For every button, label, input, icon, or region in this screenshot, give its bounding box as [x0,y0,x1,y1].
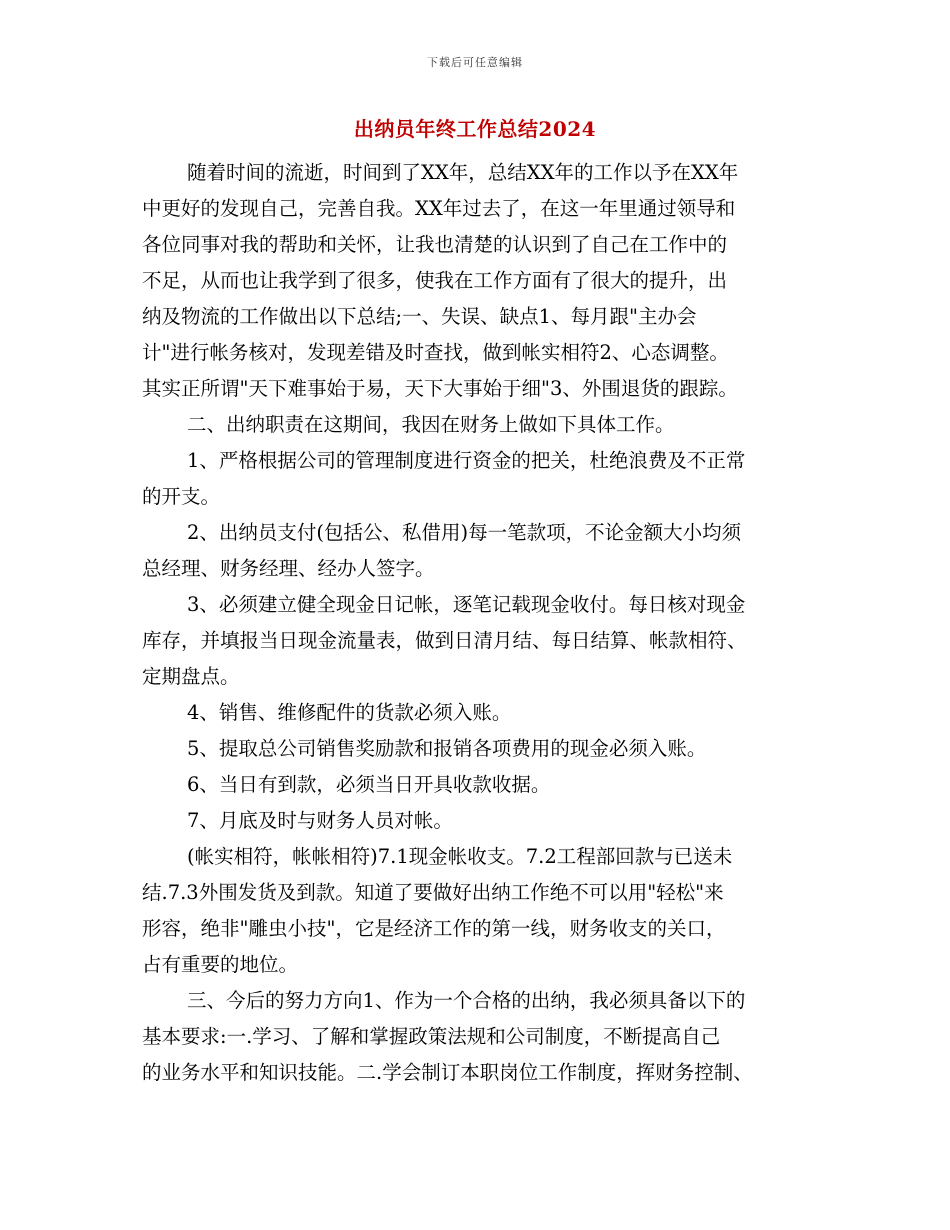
paragraph [142,515,810,587]
paragraph-line: 7、月底及时与财务人员对帐。 [187,809,453,832]
document-body [142,155,810,1091]
paragraph-line: 基本要求:一.学习、了解和掌握政策法规和公司制度，不断提高自己 [142,1025,721,1048]
paragraph-line: 定期盘点。 [142,665,240,688]
paragraph-line: 的开支。 [142,485,221,508]
paragraph [142,839,810,983]
paragraph-line: 中更好的发现自己，完善自我。XX年过去了，在这一年里通过领导和 [142,197,736,220]
paragraph [142,443,810,515]
paragraph-line: 形容，绝非"雕虫小技"，它是经济工作的第一线，财务收支的关口， [142,917,726,940]
paragraph [142,767,810,803]
paragraph-line: 占有重要的地位。 [142,953,299,976]
paragraph-line: 纳及物流的工作做出以下总结;一、失误、缺点1、每月跟"主办会 [142,305,697,328]
paragraph-line: 各位同事对我的帮助和关怀，让我也清楚的认识到了自己在工作中的 [142,233,728,256]
paragraph [142,695,810,731]
paragraph [142,731,810,767]
paragraph [142,407,810,443]
paragraph [142,983,810,1091]
paragraph-line: 3、必须建立健全现金日记帐，逐笔记载现金收付。每日核对现金 [187,593,746,616]
paragraph-line: (帐实相符，帐帐相符)7.1现金帐收支。7.2工程部回款与已送未 [187,845,733,868]
paragraph-line: 二、出纳职责在这期间，我因在财务上做如下具体工作。 [187,413,675,436]
paragraph-line: 随着时间的流逝，时间到了XX年，总结XX年的工作以予在XX年 [187,161,739,184]
paragraph-line: 结.7.3外围发货及到款。知道了要做好出纳工作绝不可以用"轻松"来 [142,881,724,904]
paragraph-line: 计"进行帐务核对，发现差错及时查找，做到帐实相符2、心态调整。 [142,341,729,364]
paragraph-line: 三、今后的努力方向1、作为一个合格的出纳，我必须具备以下的 [187,989,746,1012]
paragraph-line: 6、当日有到款，必须当日开具收款收据。 [187,773,551,796]
paragraph [142,155,810,407]
paragraph [142,803,810,839]
paragraph-line: 1、严格根据公司的管理制度进行资金的把关，杜绝浪费及不正常 [187,449,746,472]
paragraph-line: 不足，从而也让我学到了很多，使我在工作方面有了很大的提升，出 [142,269,728,292]
paragraph-line: 4、销售、维修配件的货款必须入账。 [187,701,512,724]
paragraph-line: 总经理、财务经理、经办人签字。 [142,557,435,580]
page-header: 下载后可任意编辑 [427,56,523,69]
document-title: 出纳员年终工作总结2024 [353,117,597,141]
paragraph-line: 的业务水平和知识技能。二.学会制订本职岗位工作制度，挥财务控制、 [142,1061,753,1084]
paragraph [142,587,810,695]
paragraph-line: 其实正所谓"天下难事始于易，天下大事始于细"3、外围退货的跟踪。 [142,377,738,400]
paragraph-line: 库存，并填报当日现金流量表，做到日清月结、每日结算、帐款相符、 [142,629,747,652]
paragraph-line: 5、提取总公司销售奖励款和报销各项费用的现金必须入账。 [187,737,707,760]
paragraph-line: 2、出纳员支付(包括公、私借用)每一笔款项，不论金额大小均须 [187,521,742,544]
